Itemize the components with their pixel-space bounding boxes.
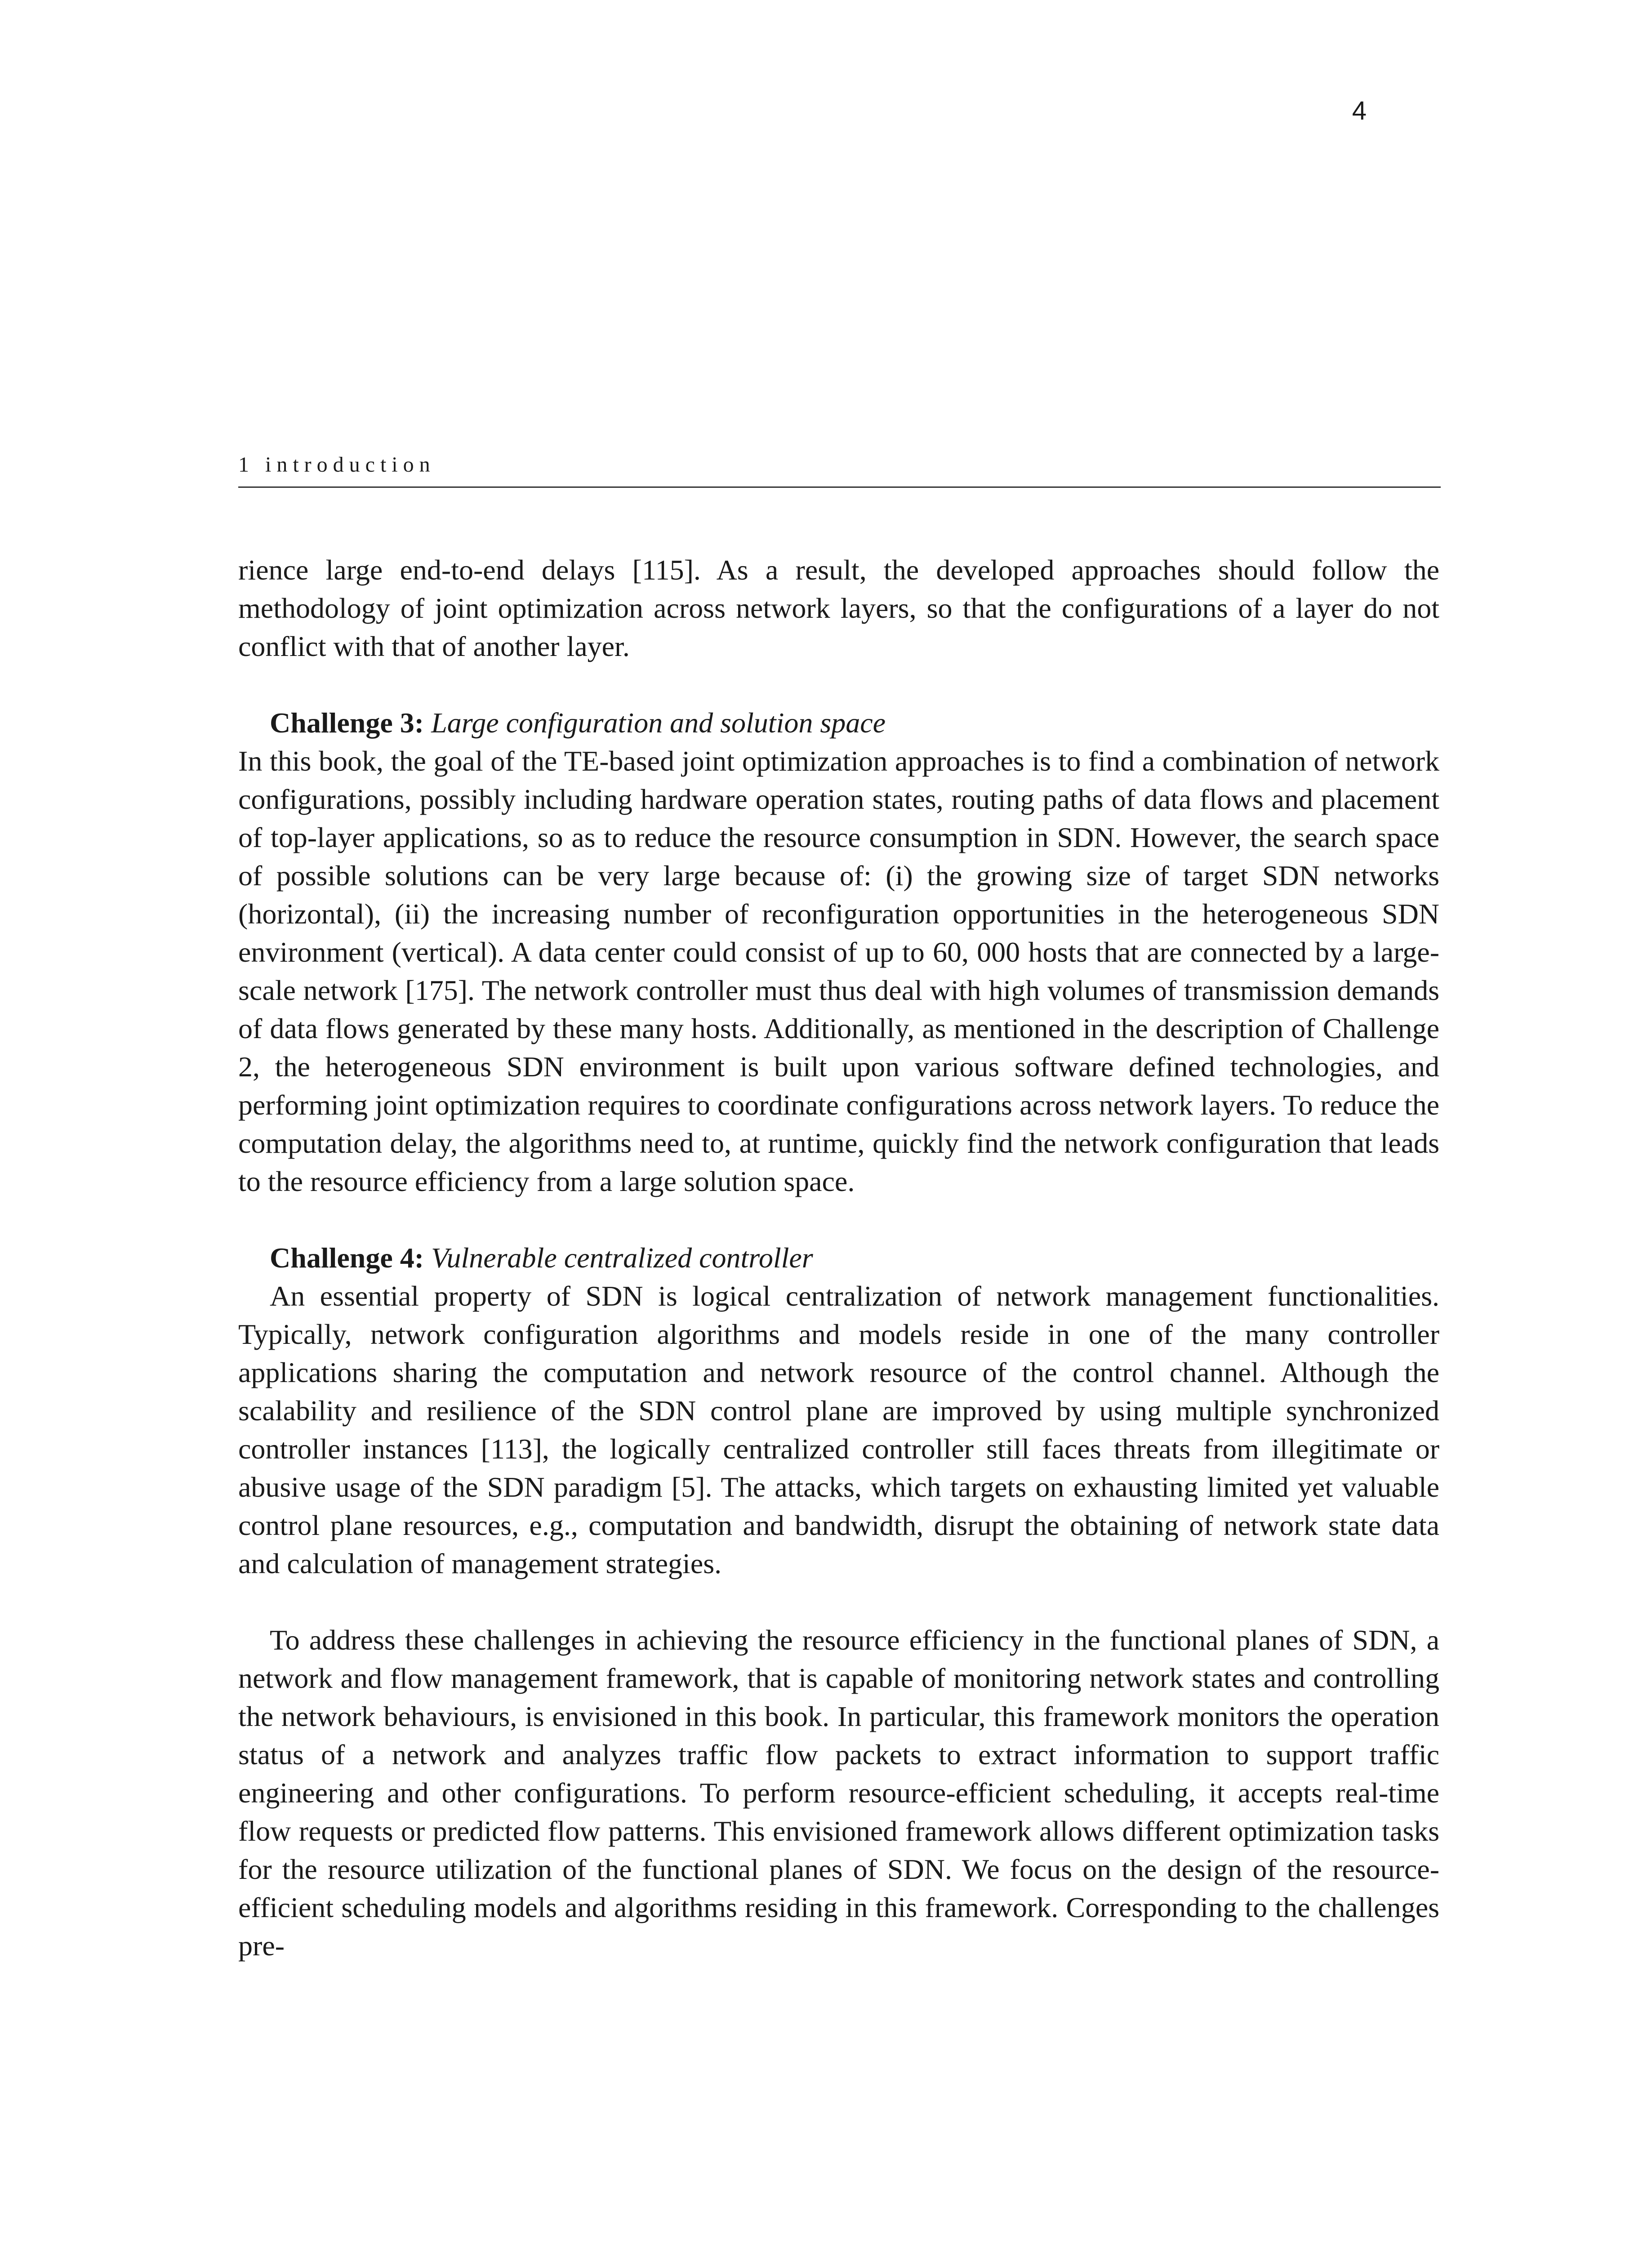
challenge-4-heading (238, 1239, 1439, 1277)
page-number: 4 (1352, 96, 1367, 125)
challenge-3-section (238, 704, 1439, 1200)
challenge-3-body: In this book, the goal of the TE-based joint optimization approaches is to find a combination of network configurations, possibly including hardware operation states, routing paths of data flows and placement of top-layer applications, so as to reduce the resource consumption in SDN. However, the search space of possible solutions can be very large because of: (i) the growing size of target SDN networks (horizontal), (ii) the increasing number of reconfiguration opportunities in the heterogeneous SDN environment (vertical). A data center could consist of up to 60, 000 hosts that are connected by a large-scale network [175]. The network controller must thus deal with high volumes of transmission demands of data flows generated by these many hosts. Additionally, as mentioned in the description of Challenge 2, the heterogeneous SDN environment is built upon various software defined technologies, and performing joint optimization requires to coordinate configurations across network layers. To reduce the computation delay, the algorithms need to, at runtime, quickly find the network configuration that leads to the resource efficiency from a large solution space. (238, 745, 1439, 1197)
challenge-4-body: An essential property of SDN is logical centralization of network management functionalities. Typically, network configuration algorithms and models reside in one of the many controller applications sharing the computation and network resource of the control channel. Although the scalability and resilience of the SDN control plane are improved by using multiple synchronized controller instances [113], the logically centralized controller still faces threats from illegitimate or abusive usage of the SDN paradigm [5]. The attacks, which targets on exhausting limited yet valuable control plane resources, e.g., computation and bandwidth, disrupt the obtaining of network state data and calculation of management strategies. (238, 1280, 1439, 1579)
challenge-3-label: Challenge 3: (270, 707, 424, 739)
challenge-4-title: Vulnerable centralized controller (431, 1242, 813, 1274)
intro-continuation-paragraph: rience large end-to-end delays [115]. As a result, the developed approaches should follow the methodology of joint optimization across network layers, so that the configurations of a layer do not conflict with that of another layer. (238, 554, 1439, 662)
challenge-3-heading (238, 704, 1439, 742)
running-head: 1 introduction (238, 454, 1441, 488)
body-text (238, 551, 1439, 1965)
challenge-3-title: Large configuration and solution space (431, 707, 886, 739)
challenge-4-section (238, 1239, 1439, 1583)
closing-paragraph: To address these challenges in achieving the resource efficiency in the functional planes of SDN, a network and flow management framework, that is capable of monitoring network states and controlling the network behaviours, is envisioned in this book. In particular, this framework monitors the operation status of a network and analyzes traffic flow packets to extract information to support traffic engineering and other configurations. To perform resource-efficient scheduling, it accepts real-time flow requests or predicted flow patterns. This envisioned framework allows different optimization tasks for the resource utilization of the functional planes of SDN. We focus on the design of the resource-efficient scheduling models and algorithms residing in this framework. Corresponding to the challenges pre- (238, 1624, 1439, 1962)
challenge-4-label: Challenge 4: (270, 1242, 424, 1274)
